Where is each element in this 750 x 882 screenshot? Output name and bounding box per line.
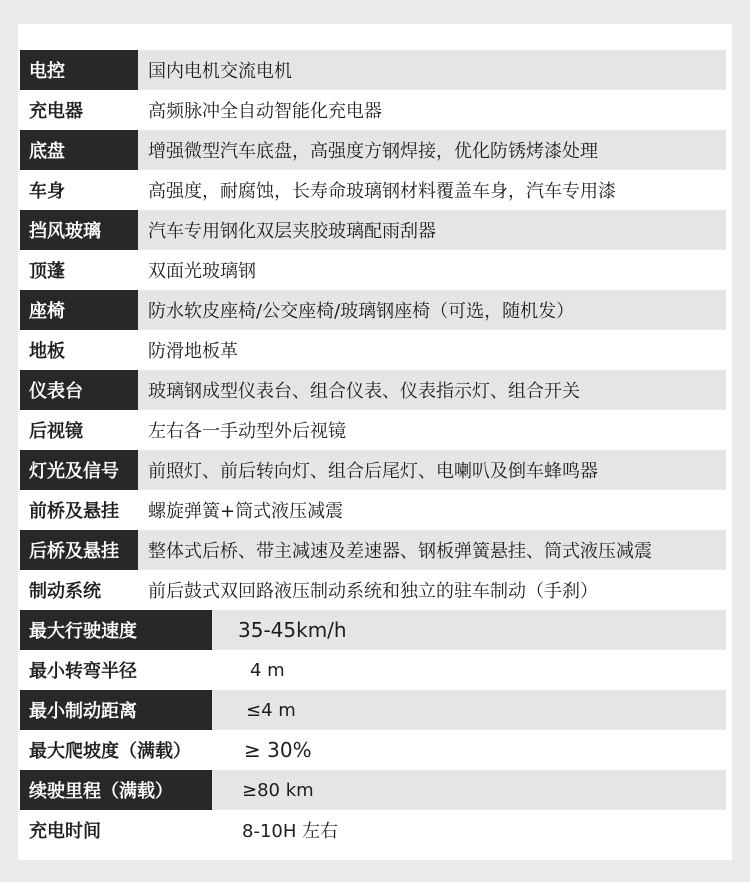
spec-row-max-speed [20,610,726,650]
spec-row-turning-radius [20,650,726,690]
spec-value: ≤4 m [212,690,726,730]
spec-label: 挡风玻璃 [20,210,138,250]
spec-row-braking-distance [20,690,726,730]
spec-label: 电控 [20,50,138,90]
spec-value: 4 m [250,659,285,681]
spec-row-chassis [20,130,726,170]
spec-label: 制动系统 [29,581,101,602]
spec-value: 防水软皮座椅/公交座椅/玻璃钢座椅（可选，随机发） [138,290,726,330]
spec-row-charger [20,90,726,130]
spec-row-driving-range [20,770,726,810]
spec-row-rear-axle [20,530,726,570]
spec-value: ≥80 km [212,770,726,810]
spec-row-front-axle [20,490,726,530]
spec-value: ≥ 30% [244,738,312,762]
spec-row-lights [20,450,726,490]
spec-row-roof [20,250,726,290]
spec-row-seats [20,290,726,330]
spec-label: 仪表台 [20,370,138,410]
spec-row-dashboard [20,370,726,410]
spec-row-body [20,170,726,210]
spec-label: 充电时间 [29,821,101,842]
spec-row-electric-control [20,50,726,90]
spec-value: 8-10H 左右 [242,821,339,842]
spec-label: 车身 [29,181,65,202]
spec-value: 双面光玻璃钢 [148,261,256,282]
spec-row-brakes [20,570,726,610]
spec-label: 续驶里程（满载） [20,770,212,810]
spec-row-charging-time [20,810,726,850]
spec-value: 高强度，耐腐蚀，长寿命玻璃钢材料覆盖车身，汽车专用漆 [148,181,616,202]
spec-value: 增强微型汽车底盘，高强度方钢焊接，优化防锈烤漆处理 [138,130,726,170]
spec-label: 后视镜 [29,421,83,442]
spec-label: 最大爬坡度（满载） [29,741,191,762]
spec-label: 地板 [29,341,65,362]
spec-value: 防滑地板革 [148,341,238,362]
spec-value: 高频脉冲全自动智能化充电器 [148,101,382,122]
spec-label: 座椅 [20,290,138,330]
spec-value: 国内电机交流电机 [138,50,726,90]
spec-label: 灯光及信号 [20,450,138,490]
spec-label: 前桥及悬挂 [29,501,119,522]
spec-label: 最小转弯半径 [29,661,137,682]
spec-label: 最小制动距离 [20,690,212,730]
spec-value: 汽车专用钢化双层夹胶玻璃配雨刮器 [138,210,726,250]
spec-value: 左右各一手动型外后视镜 [148,421,346,442]
spec-value: 玻璃钢成型仪表台、组合仪表、仪表指示灯、组合开关 [138,370,726,410]
spec-value: 35-45km/h [212,610,726,650]
spec-value: 前照灯、前后转向灯、组合后尾灯、电喇叭及倒车蜂鸣器 [138,450,726,490]
spec-row-max-gradient [20,730,726,770]
spec-label: 底盘 [20,130,138,170]
spec-value: 前后鼓式双回路液压制动系统和独立的驻车制动（手刹） [148,581,598,602]
spec-row-floor [20,330,726,370]
spec-label: 最大行驶速度 [20,610,212,650]
spec-table [18,24,732,860]
spec-row-mirrors [20,410,726,450]
spec-label: 顶蓬 [29,261,65,282]
spec-value: 螺旋弹簧+筒式液压减震 [148,501,344,522]
spec-label: 后桥及悬挂 [20,530,138,570]
spec-value: 整体式后桥、带主减速及差速器、钢板弹簧悬挂、筒式液压减震 [138,530,726,570]
spec-label: 充电器 [29,101,83,122]
spec-row-windshield [20,210,726,250]
